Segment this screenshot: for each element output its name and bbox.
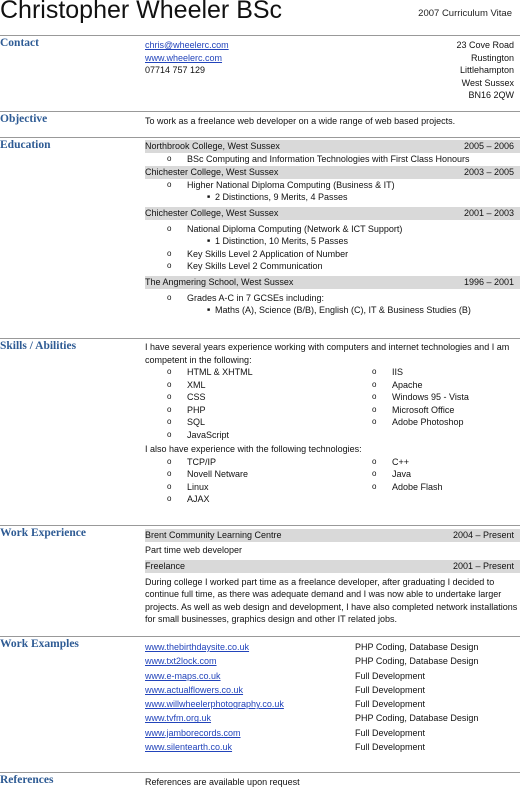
- skill-item: o CSS: [145, 391, 350, 404]
- section-rule: [0, 525, 520, 526]
- skills-intro: I have several years experience working with computers and internet technologies and I am competent in the following:: [145, 342, 510, 365]
- section-rule: [0, 772, 520, 773]
- work-list: [145, 529, 520, 626]
- skill-item: o HTML & XHTML: [145, 366, 350, 379]
- education-entry-bar: [145, 207, 520, 220]
- example-desc: PHP Coding, Database Design: [355, 642, 479, 652]
- example-link[interactable]: www.silentearth.co.uk: [145, 742, 233, 753]
- skill-item: o XML: [145, 379, 350, 392]
- school-dates: 1996 – 2001: [463, 276, 514, 287]
- example-desc: PHP Coding, Database Design: [355, 656, 479, 667]
- address-line: BN16 2QW: [468, 90, 514, 100]
- school-name: Chichester College, West Sussex: [145, 166, 279, 177]
- contact-title: Contact: [0, 37, 39, 49]
- example-row: [145, 683, 520, 697]
- skill-item: o Linux: [145, 481, 350, 494]
- section-rule: [0, 636, 520, 637]
- phone-number: 07714 757 129: [145, 65, 206, 75]
- employer-name: Brent Community Learning Centre: [145, 530, 282, 541]
- education-subitem: [145, 191, 520, 204]
- skill-item: o Java: [350, 468, 520, 481]
- cv-name: Christopher Wheeler BSc: [0, 0, 283, 24]
- skills-list-2: [145, 456, 520, 506]
- example-link[interactable]: www.jamborecords.com: [145, 727, 241, 738]
- address-line: Littlehampton: [459, 65, 514, 75]
- skill-item: o IIS: [350, 366, 520, 379]
- skill-item: o Adobe Flash: [350, 481, 520, 494]
- example-link[interactable]: www.willwheelerphotography.co.uk: [145, 699, 284, 710]
- education-title: Education: [0, 139, 51, 151]
- example-desc: Full Development: [355, 699, 426, 710]
- education-item: o Key Skills Level 2 Application of Number: [145, 248, 520, 261]
- address-block: [456, 39, 514, 102]
- employer-dates: 2004 – Present: [452, 530, 514, 541]
- skills-block: [145, 341, 520, 506]
- example-row: [145, 711, 520, 725]
- skill-item: o SQL: [145, 416, 350, 429]
- example-desc: Full Development: [355, 742, 426, 753]
- cv-label: 2007 Curriculum Vitae: [418, 8, 512, 19]
- section-rule: [0, 137, 520, 138]
- education-subitem-text: 2 Distinctions, 9 Merits, 4 Passes: [215, 192, 348, 202]
- education-entry-bar: [145, 276, 520, 289]
- work-entry-bar: [145, 560, 520, 573]
- education-entry-bar: [145, 166, 520, 179]
- skill-item: o JavaScript: [145, 429, 350, 442]
- skill-item: o Apache: [350, 379, 520, 392]
- example-desc: PHP Coding, Database Design: [355, 713, 479, 724]
- section-rule: [0, 111, 520, 112]
- school-name: The Angmering School, West Sussex: [145, 276, 294, 287]
- examples-list: [145, 640, 520, 754]
- references-text: References are available upon request: [145, 777, 300, 787]
- school-dates: 2003 – 2005: [463, 166, 514, 177]
- work-description: During college I worked part time as a freelance developer, after graduating I decided to continue full time, as there was adequate demand and I was now able to undertake larger projects. As well as web design and development, I have also completed network installations for small businesses, graphics design and other IT related jobs.: [145, 576, 518, 624]
- example-desc: Full Development: [355, 684, 426, 695]
- contact-details: [145, 39, 345, 77]
- school-name: Northbrook College, West Sussex: [145, 141, 280, 152]
- skills-list-1: [145, 366, 520, 441]
- email-link[interactable]: chris@wheelerc.com: [145, 40, 229, 50]
- example-row: [145, 740, 520, 754]
- skill-item: o C++: [350, 456, 520, 469]
- education-list: [145, 140, 520, 317]
- examples-title: Work Examples: [0, 638, 79, 650]
- example-desc: Full Development: [355, 670, 426, 681]
- school-name: Chichester College, West Sussex: [145, 207, 279, 218]
- education-item: o Grades A-C in 7 GCSEs including:: [145, 292, 520, 305]
- objective-text: To work as a freelance web developer on a wide range of web based projects.: [145, 116, 456, 126]
- education-subitem: [145, 304, 520, 317]
- address-line: Rustington: [470, 52, 514, 63]
- school-dates: 2005 – 2006: [463, 141, 514, 152]
- education-item: o Key Skills Level 2 Communication: [145, 260, 520, 273]
- education-entry-bar: [145, 140, 520, 153]
- example-desc: Full Development: [355, 727, 426, 738]
- employer-dates: 2001 – Present: [452, 560, 514, 571]
- skills-intro-2: I also have experience with the following technologies:: [145, 444, 362, 454]
- work-title: Work Experience: [0, 527, 86, 539]
- objective-title: Objective: [0, 113, 48, 125]
- example-link[interactable]: www.txt2lock.com: [145, 656, 217, 667]
- education-subitem: [145, 235, 520, 248]
- skill-item: o Windows 95 - Vista: [350, 391, 520, 404]
- skill-item: o Microsoft Office: [350, 404, 520, 417]
- skill-item: o TCP/IP: [145, 456, 350, 469]
- example-link[interactable]: www.tvfm.org.uk: [145, 713, 212, 724]
- work-description: Part time web developer: [145, 545, 243, 555]
- example-row: [145, 726, 520, 740]
- education-item: o Higher National Diploma Computing (Business & IT): [145, 179, 520, 192]
- address-line: West Sussex: [461, 77, 514, 88]
- skill-item: o Novell Netware: [145, 468, 350, 481]
- school-dates: 2001 – 2003: [463, 207, 514, 218]
- skill-item: o AJAX: [145, 493, 350, 506]
- employer-name: Freelance: [145, 560, 186, 571]
- section-rule: [0, 338, 520, 339]
- education-item: o BSc Computing and Information Technologies with First Class Honours: [145, 153, 520, 166]
- example-row: [145, 654, 520, 668]
- website-link[interactable]: www.wheelerc.com: [145, 52, 223, 63]
- education-subitem-text: Maths (A), Science (B/B), English (C), IT & Business Studies (B): [215, 305, 471, 315]
- example-row: [145, 697, 520, 711]
- work-entry-bar: [145, 529, 520, 542]
- example-link[interactable]: www.e-maps.co.uk: [145, 670, 221, 681]
- education-item: o National Diploma Computing (Network & ICT Support): [145, 223, 520, 236]
- skill-item: o PHP: [145, 404, 350, 417]
- example-row: [145, 669, 520, 683]
- example-row: [145, 640, 520, 654]
- example-link[interactable]: www.thebirthdaysite.co.uk: [145, 642, 250, 652]
- education-subitem-text: 1 Distinction, 10 Merits, 5 Passes: [215, 236, 349, 246]
- skill-item: o Adobe Photoshop: [350, 416, 520, 429]
- address-line: 23 Cove Road: [456, 40, 514, 50]
- header-rule: [0, 35, 520, 36]
- example-link[interactable]: www.actualflowers.co.uk: [145, 684, 244, 695]
- references-title: References: [0, 774, 54, 786]
- skills-title: Skills / Abilities: [0, 340, 77, 352]
- cv-header: [0, 0, 520, 32]
